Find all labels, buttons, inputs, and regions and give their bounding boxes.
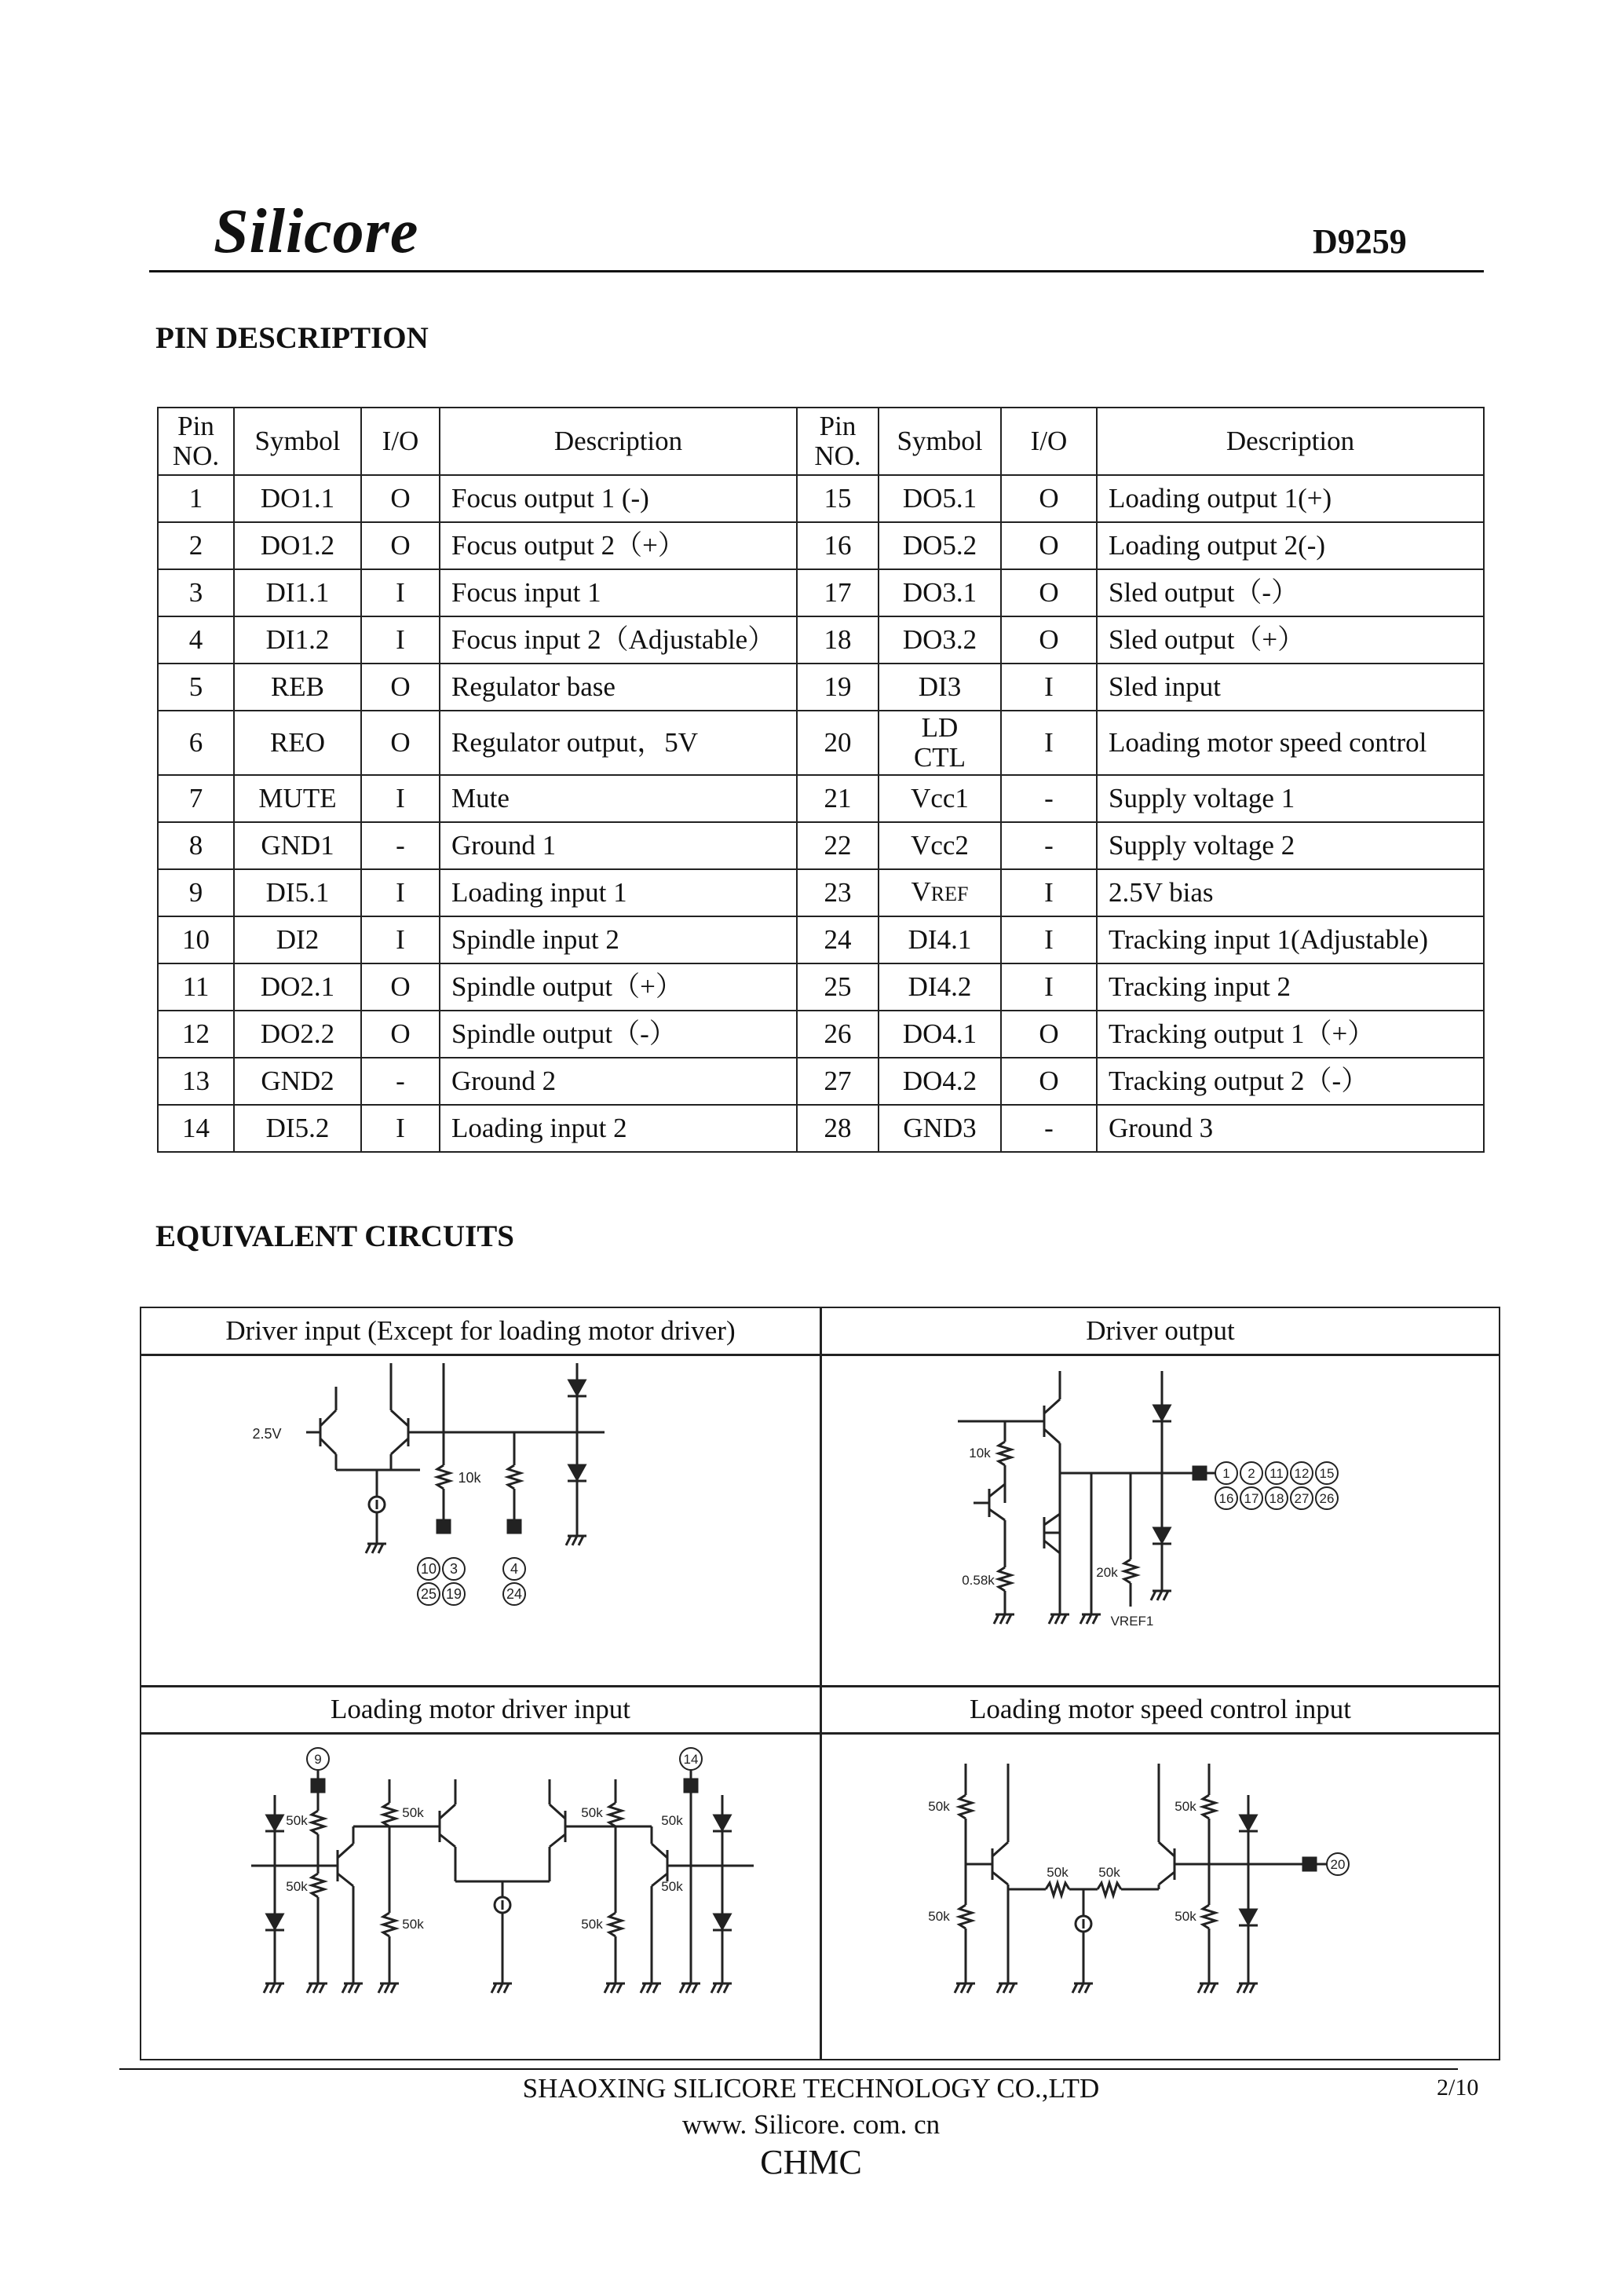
pin-symbol-cell: DO3.1	[879, 569, 1001, 616]
footer-divider	[119, 2068, 1458, 2070]
pin-description-cell: Sled output（+）	[1097, 616, 1484, 664]
pin-symbol-cell: DI1.2	[234, 616, 361, 664]
pin-symbol-cell: DO5.1	[879, 475, 1001, 522]
svg-text:50k: 50k	[928, 1799, 950, 1814]
pin-table-header-row	[158, 408, 1484, 475]
pin-symbol-cell: DO2.1	[234, 963, 361, 1011]
footer-company: SHAOXING SILICORE TECHNOLOGY CO.,LTD	[522, 2073, 1100, 2104]
svg-text:20: 20	[1330, 1857, 1346, 1872]
pin-description-heading: PIN DESCRIPTION	[155, 321, 429, 355]
pin-io-cell: -	[1001, 822, 1097, 869]
panel-caption-driver-input: Driver input (Except for loading motor driver)	[225, 1315, 736, 1346]
pin-description-cell: Ground 1	[440, 822, 797, 869]
pin-number-cell: 23	[797, 869, 879, 916]
svg-text:26: 26	[1319, 1491, 1335, 1506]
svg-text:50k: 50k	[1174, 1799, 1196, 1814]
pin-symbol-cell: VREF	[879, 869, 1001, 916]
pin-number-cell: 16	[797, 522, 879, 569]
pin-description-cell: Sled input	[1097, 664, 1484, 711]
pin-number-cell: 9	[158, 869, 234, 916]
svg-text:3: 3	[449, 1561, 458, 1577]
pin-symbol-cell: DI5.2	[234, 1105, 361, 1152]
col-header-pin-no-2: Pin NO.	[797, 408, 879, 475]
svg-text:24: 24	[506, 1586, 523, 1602]
svg-text:9: 9	[314, 1752, 322, 1767]
svg-text:16: 16	[1218, 1491, 1234, 1506]
pin-description-cell: Loading input 2	[440, 1105, 797, 1152]
pin-symbol-cell: DO4.2	[879, 1058, 1001, 1105]
pin-number-cell: 11	[158, 963, 234, 1011]
pin-description-cell: Regulator base	[440, 664, 797, 711]
pin-number-cell: 10	[158, 916, 234, 963]
svg-text:50k: 50k	[581, 1917, 603, 1932]
pin-description-cell: Loading output 2(-)	[1097, 522, 1484, 569]
pin-number-cell: 17	[797, 569, 879, 616]
pin-io-cell: O	[1001, 1058, 1097, 1105]
pin-symbol-cell: Vcc2	[879, 822, 1001, 869]
pin-number-cell: 24	[797, 916, 879, 963]
pin-symbol-cell: DI4.2	[879, 963, 1001, 1011]
pin-description-cell: Mute	[440, 775, 797, 822]
panel-caption-loading-driver-input: Loading motor driver input	[330, 1694, 630, 1724]
page-number: 2/10	[1437, 2075, 1479, 2100]
pin-io-cell: O	[1001, 1011, 1097, 1058]
pin-io-cell: I	[361, 616, 440, 664]
col-header-io: I/O	[361, 408, 440, 475]
header-divider	[149, 270, 1484, 272]
pin-description-cell: Spindle output（+）	[440, 963, 797, 1011]
svg-text:50k: 50k	[402, 1805, 424, 1820]
model-number: D9259	[1313, 222, 1407, 261]
svg-text:50k: 50k	[286, 1879, 308, 1894]
pin-symbol-cell: DO5.2	[879, 522, 1001, 569]
grid-divider-vertical	[820, 1308, 822, 2059]
pin-number-cell: 13	[158, 1058, 234, 1105]
pin-number-cell: 19	[797, 664, 879, 711]
svg-text:15: 15	[1319, 1466, 1335, 1481]
equivalent-circuits-heading: EQUIVALENT CIRCUITS	[155, 1219, 514, 1253]
pin-description-cell: Loading input 1	[440, 869, 797, 916]
pin-description-cell: Focus output 1 (-)	[440, 475, 797, 522]
pin-table-row	[158, 963, 1484, 1011]
pin-description-cell: Sled output（-）	[1097, 569, 1484, 616]
col-header-symbol: Symbol	[234, 408, 361, 475]
svg-text:12: 12	[1294, 1466, 1310, 1481]
panel-caption-loading-speed-input: Loading motor speed control input	[969, 1694, 1352, 1724]
pin-io-cell: I	[361, 1105, 440, 1152]
pin-table-row	[158, 869, 1484, 916]
pin-description-cell: Spindle input 2	[440, 916, 797, 963]
pin-table	[157, 407, 1485, 1153]
pin-number-cell: 3	[158, 569, 234, 616]
pin-io-cell: I	[1001, 869, 1097, 916]
pin-io-cell: -	[1001, 775, 1097, 822]
pin-table-row	[158, 1105, 1484, 1152]
svg-text:18: 18	[1269, 1491, 1284, 1506]
pin-description-cell: Tracking output 2（-）	[1097, 1058, 1484, 1105]
svg-text:50k: 50k	[402, 1917, 424, 1932]
pin-number-cell: 26	[797, 1011, 879, 1058]
pin-number-cell: 21	[797, 775, 879, 822]
circuit-driver-input	[252, 1363, 730, 1677]
pin-table-row	[158, 822, 1484, 869]
circuit-driver-output	[958, 1371, 1507, 1685]
pin-number-cell: 18	[797, 616, 879, 664]
pin-number-cell: 14	[158, 1105, 234, 1152]
svg-text:VREF1: VREF1	[1110, 1614, 1154, 1629]
pin-number-cell: 6	[158, 711, 234, 775]
pin-io-cell: I	[1001, 664, 1097, 711]
pin-io-cell: O	[361, 475, 440, 522]
pin-number-cell: 27	[797, 1058, 879, 1105]
svg-text:17: 17	[1244, 1491, 1259, 1506]
pin-description-cell: Focus input 2（Adjustable）	[440, 616, 797, 664]
pin-io-cell: I	[361, 869, 440, 916]
pin-symbol-cell: DO4.1	[879, 1011, 1001, 1058]
pin-description-cell: Ground 2	[440, 1058, 797, 1105]
svg-text:50k: 50k	[286, 1813, 308, 1828]
svg-text:50k: 50k	[1047, 1865, 1069, 1880]
col-header-symbol-2: Symbol	[879, 408, 1001, 475]
pin-description-cell: 2.5V bias	[1097, 869, 1484, 916]
pin-table-row	[158, 569, 1484, 616]
pin-description-cell: Tracking output 1（+）	[1097, 1011, 1484, 1058]
pin-io-cell: O	[361, 664, 440, 711]
svg-text:11: 11	[1269, 1466, 1284, 1481]
pin-description-cell: Supply voltage 2	[1097, 822, 1484, 869]
pin-number-cell: 22	[797, 822, 879, 869]
pin-description-cell: Tracking input 1(Adjustable)	[1097, 916, 1484, 963]
grid-divider	[141, 1732, 1499, 1735]
pin-io-cell: I	[1001, 963, 1097, 1011]
grid-divider	[141, 1354, 1499, 1356]
pin-symbol-cell: DO1.1	[234, 475, 361, 522]
label-10k: 10k	[458, 1470, 481, 1486]
pin-io-cell: O	[361, 963, 440, 1011]
pin-symbol-cell: Vcc1	[879, 775, 1001, 822]
svg-text:2: 2	[1248, 1466, 1255, 1481]
svg-text:25: 25	[420, 1586, 437, 1602]
svg-text:10k: 10k	[969, 1446, 991, 1461]
pin-description-cell: Regulator output，5V	[440, 711, 797, 775]
pin-description-cell: Supply voltage 1	[1097, 775, 1484, 822]
pin-symbol-cell: GND3	[879, 1105, 1001, 1152]
pin-table-row	[158, 1011, 1484, 1058]
pin-io-cell: O	[361, 1011, 440, 1058]
pin-io-cell: O	[361, 711, 440, 775]
pin-symbol-cell: DO3.2	[879, 616, 1001, 664]
pin-io-cell: O	[1001, 569, 1097, 616]
pin-symbol-cell: DO2.2	[234, 1011, 361, 1058]
pin-number-cell: 25	[797, 963, 879, 1011]
pin-symbol-cell: DI3	[879, 664, 1001, 711]
svg-text:50k: 50k	[928, 1909, 950, 1924]
svg-text:50k: 50k	[581, 1805, 603, 1820]
svg-text:0.58k: 0.58k	[962, 1573, 995, 1588]
pin-symbol-cell: GND2	[234, 1058, 361, 1105]
pin-description-cell: Focus output 2（+）	[440, 522, 797, 569]
circuit-loading-driver-input	[204, 1748, 785, 2054]
svg-text:1: 1	[1222, 1466, 1230, 1481]
footer-mark: CHMC	[760, 2143, 862, 2181]
brand-logo-text: Silicore	[214, 197, 419, 266]
col-header-pin-no: Pin NO.	[158, 408, 234, 475]
pin-description-cell: Tracking input 2	[1097, 963, 1484, 1011]
pin-table-row	[158, 522, 1484, 569]
svg-text:50k: 50k	[661, 1813, 683, 1828]
pin-number-cell: 1	[158, 475, 234, 522]
svg-text:20k: 20k	[1096, 1565, 1118, 1580]
col-header-io-2: I/O	[1001, 408, 1097, 475]
pin-symbol-cell: LD CTL	[879, 711, 1001, 775]
circuit-loading-speed-input	[911, 1748, 1476, 2054]
col-header-description-2: Description	[1097, 408, 1484, 475]
pin-number-cell: 8	[158, 822, 234, 869]
svg-text:27: 27	[1294, 1491, 1310, 1506]
pin-io-cell: O	[361, 522, 440, 569]
pin-io-cell: I	[1001, 711, 1097, 775]
pin-io-cell: I	[1001, 916, 1097, 963]
pin-io-cell: I	[361, 775, 440, 822]
pin-number-cell: 5	[158, 664, 234, 711]
pin-table-row	[158, 711, 1484, 775]
svg-text:50k: 50k	[1174, 1909, 1196, 1924]
pin-io-cell: I	[361, 569, 440, 616]
pin-description-cell: Ground 3	[1097, 1105, 1484, 1152]
pin-io-cell: -	[1001, 1105, 1097, 1152]
pin-number-cell: 7	[158, 775, 234, 822]
svg-text:50k: 50k	[661, 1879, 683, 1894]
svg-text:10: 10	[420, 1561, 437, 1577]
pin-number-cell: 4	[158, 616, 234, 664]
footer-website: www. Silicore. com. cn	[681, 2109, 941, 2140]
pin-description-cell: Focus input 1	[440, 569, 797, 616]
pin-symbol-cell: DO1.2	[234, 522, 361, 569]
pin-symbol-cell: DI2	[234, 916, 361, 963]
pin-symbol-cell: DI4.1	[879, 916, 1001, 963]
pin-table-row	[158, 475, 1484, 522]
pin-description-cell: Loading motor speed control	[1097, 711, 1484, 775]
pin-table-row	[158, 616, 1484, 664]
svg-text:4: 4	[510, 1561, 519, 1577]
pin-table-row	[158, 664, 1484, 711]
svg-text:50k: 50k	[1098, 1865, 1120, 1880]
pin-io-cell: I	[361, 916, 440, 963]
pin-number-cell: 28	[797, 1105, 879, 1152]
pin-io-cell: -	[361, 1058, 440, 1105]
label-2-5v: 2.5V	[252, 1426, 282, 1442]
panel-caption-driver-output: Driver output	[1086, 1315, 1235, 1346]
pin-number-cell: 2	[158, 522, 234, 569]
pin-symbol-cell: DI1.1	[234, 569, 361, 616]
pin-symbol-cell: MUTE	[234, 775, 361, 822]
pin-table-row	[158, 775, 1484, 822]
pin-table-row	[158, 916, 1484, 963]
pin-io-cell: O	[1001, 522, 1097, 569]
svg-text:19: 19	[445, 1586, 462, 1602]
equivalent-circuits-grid	[140, 1307, 1500, 2060]
pin-table-row	[158, 1058, 1484, 1105]
pin-io-cell: O	[1001, 475, 1097, 522]
pin-number-cell: 12	[158, 1011, 234, 1058]
svg-text:14: 14	[683, 1752, 699, 1767]
pin-io-cell: O	[1001, 616, 1097, 664]
pin-symbol-cell: DI5.1	[234, 869, 361, 916]
pin-symbol-cell: GND1	[234, 822, 361, 869]
pin-symbol-cell: REB	[234, 664, 361, 711]
pin-description-cell: Spindle output（-）	[440, 1011, 797, 1058]
pin-number-cell: 20	[797, 711, 879, 775]
pin-symbol-cell: REO	[234, 711, 361, 775]
col-header-description: Description	[440, 408, 797, 475]
pin-description-cell: Loading output 1(+)	[1097, 475, 1484, 522]
pin-number-cell: 15	[797, 475, 879, 522]
pin-io-cell: -	[361, 822, 440, 869]
